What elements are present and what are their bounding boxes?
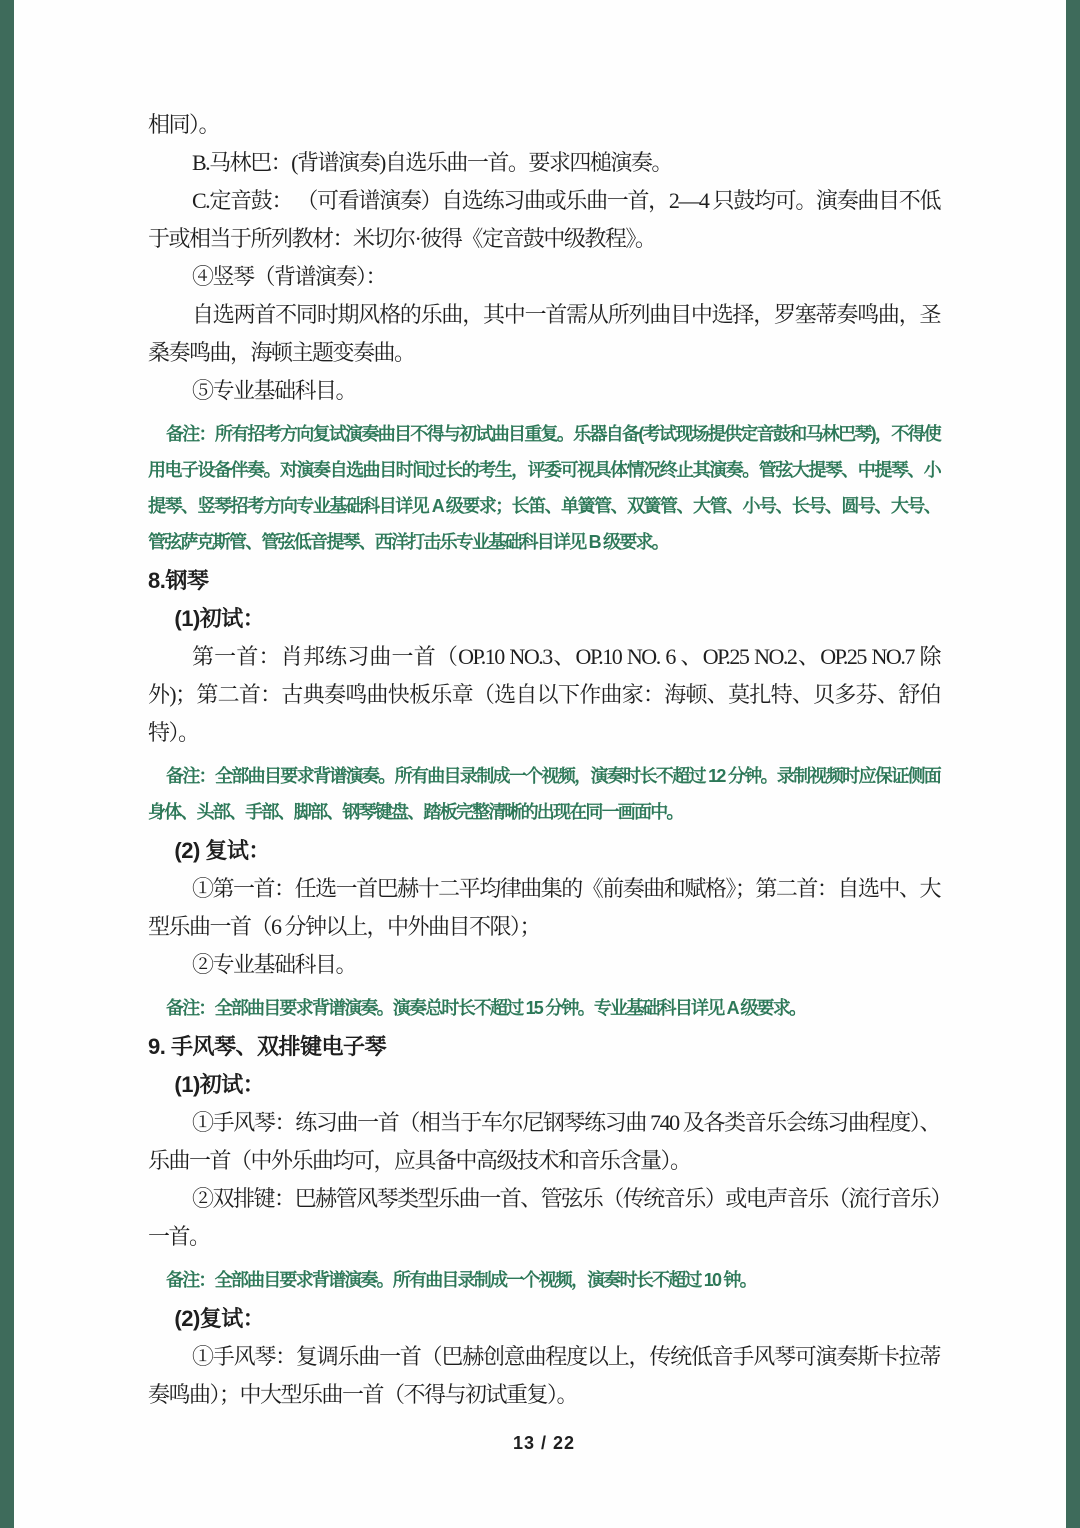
note-paragraph: 备注：全部曲目要求背谱演奏。所有曲目录制成一个视频，演奏时长不超过 12 分钟。录制视频时应保证侧面身体、头部、手部、脚部、钢琴键盘、踏板完整清晰的出现在同一画面中。 (148, 766, 940, 822)
paragraph: ①手风琴：练习曲一首（相当于车尔尼钢琴练习曲 740 及各类音乐会练习曲程度）、乐曲一首（中外乐曲均可，应具备中高级技术和音乐含量）。 (148, 1110, 940, 1173)
subsection-heading: (2)复试： (174, 1306, 265, 1331)
paragraph: ②专业基础科目。 (192, 952, 357, 977)
paragraph: 第一首：肖邦练习曲一首（OP.10 NO.3、OP.10 NO. 6 、OP.25 NO.2、OP.25 NO.7 除外)；第二首：古典奏鸣曲快板乐章（选自以下作曲家：海顿、莫扎特、贝多芬、舒伯特）。 (148, 644, 940, 745)
paragraph: B.马林巴：(背谱演奏)自选乐曲一首。要求四槌演奏。 (192, 150, 672, 175)
page-frame-left (0, 0, 14, 1528)
note-paragraph: 备注：所有招考方向复试演奏曲目不得与初试曲目重复。乐器自备(考试现场提供定音鼓和马林巴琴)，不得使用电子设备伴奏。对演奏自选曲目时间过长的考生，评委可视具体情况终止其演奏。管弦大提琴、中提琴、小提琴、竖琴招考方向专业基础科目详见 A 级要求；长笛、单簧管、双簧管、大管、小号、长号、圆号、大号、管弦萨克斯管、管弦低音提琴、西洋打击乐专业基础科目详见 B 级要求。 (148, 424, 940, 552)
subsection-heading: (1)初试： (174, 606, 265, 631)
paragraph: ①手风琴：复调乐曲一首（巴赫创意曲程度以上，传统低音手风琴可演奏斯卡拉蒂奏鸣曲）；中大型乐曲一首（不得与初试重复）。 (148, 1344, 940, 1407)
paragraph: ⑤专业基础科目。 (192, 378, 357, 403)
page-number: 13 / 22 (512, 1433, 576, 1453)
document-content (148, 106, 940, 1414)
paragraph: ②双排键：巴赫管风琴类型乐曲一首、管弦乐（传统音乐）或电声音乐（流行音乐）一首。 (148, 1186, 940, 1249)
paragraph: ①第一首：任选一首巴赫十二平均律曲集的《前奏曲和赋格》；第二首：自选中、大型乐曲一首（6 分钟以上，中外曲目不限）； (148, 876, 940, 939)
note-paragraph: 备注：全部曲目要求背谱演奏。所有曲目录制成一个视频，演奏时长不超过 10 钟。 (166, 1270, 756, 1290)
subsection-heading: (2) 复试： (174, 838, 270, 863)
paragraph: 相同）。 (148, 112, 220, 137)
paragraph: ④竖琴（背谱演奏）： (192, 264, 387, 289)
subsection-heading: (1)初试： (174, 1072, 265, 1097)
page-frame-right (1066, 0, 1080, 1528)
section-heading: 9. 手风琴、双排键电子琴 (148, 1034, 386, 1059)
document-page (148, 106, 940, 1454)
note-paragraph: 备注：全部曲目要求背谱演奏。演奏总时长不超过 15 分钟。专业基础科目详见 A 级要求。 (166, 998, 806, 1018)
paragraph: 自选两首不同时期风格的乐曲，其中一首需从所列曲目中选择，罗塞蒂奏鸣曲，圣桑奏鸣曲，海顿主题变奏曲。 (148, 302, 940, 365)
section-heading: 8.钢琴 (148, 568, 209, 593)
paragraph: C.定音鼓： （可看谱演奏）自选练习曲或乐曲一首，2—4 只鼓均可。演奏曲目不低于或相当于所列教材：米切尔·彼得《定音鼓中级教程》。 (148, 188, 940, 251)
